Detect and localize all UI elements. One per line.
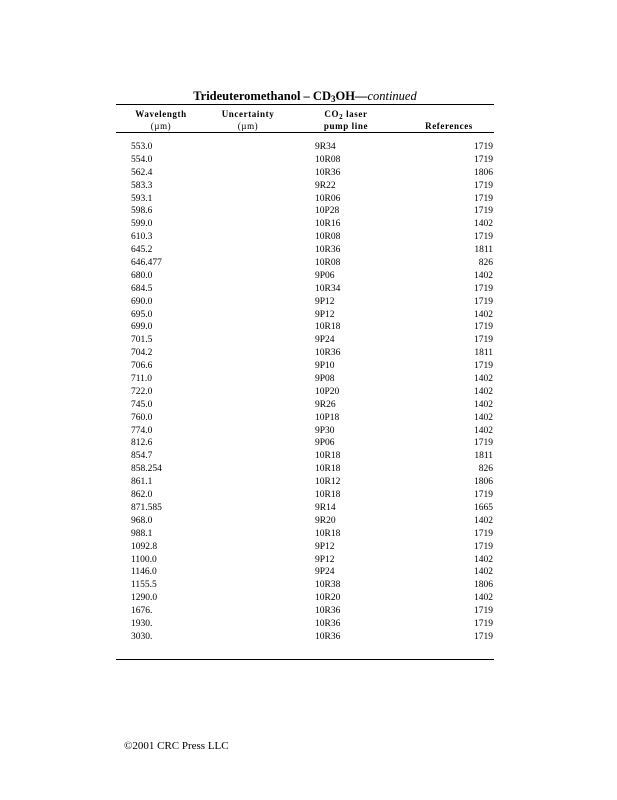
pump-line-cell: 10R36 (315, 348, 341, 359)
header-rule (116, 132, 494, 133)
wavelength-cell: 562.4 (131, 167, 153, 178)
header-wavelength: Wavelength (µm) (135, 109, 187, 131)
pump-line-cell: 10R36 (315, 618, 341, 629)
wavelength-cell: 711.0 (131, 374, 153, 385)
reference-cell: 1719 (474, 490, 493, 501)
pump-line-cell: 10R36 (315, 167, 341, 178)
reference-cell: 1806 (474, 477, 493, 488)
wavelength-cell: 1092.8 (131, 541, 158, 552)
table-row (0, 360, 617, 373)
reference-cell: 1719 (474, 335, 493, 346)
table-row (0, 489, 617, 502)
wavelength-cell: 1155.5 (131, 580, 157, 591)
reference-cell: 1402 (474, 567, 493, 578)
wavelength-cell: 760.0 (131, 412, 153, 423)
reference-cell: 1719 (474, 154, 493, 165)
table-row (0, 618, 617, 631)
pump-line-cell: 10R18 (315, 451, 341, 462)
reference-cell: 1402 (474, 309, 493, 320)
pump-line-cell: 9P12 (315, 296, 335, 307)
reference-cell: 1402 (474, 219, 493, 230)
wavelength-cell: 1146.0 (131, 567, 157, 578)
wavelength-cell: 1100.0 (131, 554, 157, 565)
pump-line-cell: 10R18 (315, 322, 341, 333)
table-row (0, 399, 617, 412)
pump-line-cell: 10P20 (315, 386, 340, 397)
wavelength-cell: 1930. (131, 618, 153, 629)
wavelength-cell: 871.585 (131, 502, 162, 513)
table-row (0, 296, 617, 309)
reference-cell: 1719 (474, 541, 493, 552)
reference-cell: 1719 (474, 296, 493, 307)
wavelength-cell: 684.5 (131, 283, 153, 294)
reference-cell: 1811 (474, 245, 493, 256)
pump-line-cell: 9P24 (315, 335, 335, 346)
wavelength-cell: 1290.0 (131, 593, 158, 604)
pump-line-cell: 10R36 (315, 245, 341, 256)
table-row (0, 425, 617, 438)
reference-cell: 1402 (474, 515, 493, 526)
pump-line-cell: 9P06 (315, 438, 335, 449)
pump-line-cell: 9P12 (315, 309, 335, 320)
top-rule (116, 104, 494, 105)
reference-cell: 1719 (474, 361, 493, 372)
reference-cell: 1806 (474, 580, 493, 591)
wavelength-cell: 3030. (131, 631, 153, 642)
pump-line-cell: 10R06 (315, 193, 341, 204)
wavelength-cell: 598.6 (131, 206, 153, 217)
table-row (0, 193, 617, 206)
wavelength-cell: 812.6 (131, 438, 153, 449)
table-row (0, 476, 617, 489)
pump-line-cell: 9P12 (315, 554, 335, 565)
reference-cell: 1402 (474, 412, 493, 423)
reference-cell: 1719 (474, 438, 493, 449)
table-row (0, 412, 617, 425)
pump-line-cell: 9P10 (315, 361, 335, 372)
table-row (0, 167, 617, 180)
table-row (0, 631, 617, 644)
reference-cell: 1402 (474, 554, 493, 565)
wavelength-cell: 695.0 (131, 309, 153, 320)
reference-cell: 1402 (474, 374, 493, 385)
table-title: Trideuteromethanol – $CD_3OH—continued$ (193, 89, 417, 104)
table-row (0, 205, 617, 218)
table-row (0, 283, 617, 296)
table-row (0, 579, 617, 592)
pump-line-cell: 9P30 (315, 425, 335, 436)
reference-cell: 1719 (474, 206, 493, 217)
pump-line-cell: 9R20 (315, 515, 336, 526)
table-row (0, 450, 617, 463)
pump-line-cell: 10P28 (315, 206, 340, 217)
reference-cell: 826 (478, 464, 493, 475)
table-row (0, 437, 617, 450)
table-row (0, 257, 617, 270)
table-row (0, 334, 617, 347)
reference-cell: 1811 (474, 451, 493, 462)
pump-line-cell: 10R18 (315, 464, 341, 475)
wavelength-cell: 646.477 (131, 258, 162, 269)
reference-cell: 1402 (474, 425, 493, 436)
reference-cell: 1402 (474, 399, 493, 410)
reference-cell: 1811 (474, 348, 493, 359)
table-row (0, 218, 617, 231)
reference-cell: 1719 (474, 232, 493, 243)
reference-cell: 1402 (474, 270, 493, 281)
table-row (0, 515, 617, 528)
wavelength-cell: 645.2 (131, 245, 153, 256)
table-row (0, 141, 617, 154)
reference-cell: 1719 (474, 606, 493, 617)
wavelength-cell: 988.1 (131, 528, 153, 539)
pump-line-cell: 10R18 (315, 490, 341, 501)
pump-line-cell: 10R12 (315, 477, 341, 488)
table-row (0, 321, 617, 334)
wavelength-cell: 1676. (131, 606, 153, 617)
pump-line-cell: 9R22 (315, 180, 336, 191)
reference-cell: 1719 (474, 631, 493, 642)
pump-line-cell: 10R36 (315, 631, 341, 642)
reference-cell: 1402 (474, 593, 493, 604)
table-row (0, 386, 617, 399)
wavelength-cell: 583.3 (131, 180, 153, 191)
wavelength-cell: 745.0 (131, 399, 153, 410)
pump-line-cell: 10R36 (315, 606, 341, 617)
reference-cell: 1719 (474, 180, 493, 191)
wavelength-cell: 553.0 (131, 142, 153, 152)
wavelength-cell: 706.6 (131, 361, 153, 372)
table-row (0, 605, 617, 618)
table-row (0, 154, 617, 167)
pump-line-cell: 10R38 (315, 580, 341, 591)
reference-cell: 1719 (474, 142, 493, 152)
wavelength-cell: 854.7 (131, 451, 153, 462)
reference-cell: 1719 (474, 618, 493, 629)
table-row (0, 309, 617, 322)
wavelength-cell: 701.5 (131, 335, 153, 346)
pump-line-cell: 9R14 (315, 502, 336, 513)
reference-cell: 826 (478, 258, 493, 269)
table-row (0, 347, 617, 360)
pump-line-cell: 9R34 (315, 142, 336, 152)
header-uncertainty: Uncertainty (µm) (221, 109, 275, 131)
continued-label: continued (367, 89, 417, 103)
wavelength-cell: 599.0 (131, 219, 153, 230)
table-row (0, 541, 617, 554)
reference-cell: 1402 (474, 386, 493, 397)
reference-cell: 1719 (474, 283, 493, 294)
wavelength-cell: 774.0 (131, 425, 153, 436)
table-row (0, 463, 617, 476)
wavelength-cell: 861.1 (131, 477, 153, 488)
wavelength-cell: 858.254 (131, 464, 162, 475)
pump-line-cell: 10R08 (315, 258, 341, 269)
pump-line-cell: 10R16 (315, 219, 341, 230)
pump-line-cell: 10R20 (315, 593, 341, 604)
table-row (0, 592, 617, 605)
wavelength-cell: 968.0 (131, 515, 153, 526)
reference-cell: 1719 (474, 193, 493, 204)
table-row (0, 180, 617, 193)
pump-line-cell: 9R26 (315, 399, 336, 410)
table-row (0, 231, 617, 244)
wavelength-cell: 862.0 (131, 490, 153, 501)
wavelength-cell: 704.2 (131, 348, 153, 359)
copyright-footer: ©2001 CRC Press LLC (124, 740, 229, 752)
pump-line-cell: 10R08 (315, 154, 341, 165)
wavelength-cell: 593.1 (131, 193, 153, 204)
wavelength-cell: 722.0 (131, 386, 153, 397)
pump-line-cell: 10P18 (315, 412, 340, 423)
pump-line-cell: 9P08 (315, 374, 335, 385)
table-row (0, 270, 617, 283)
pump-line-cell: 9P06 (315, 270, 335, 281)
table-row (0, 566, 617, 579)
wavelength-cell: 680.0 (131, 270, 153, 281)
wavelength-cell: 610.3 (131, 232, 153, 243)
table-row (0, 373, 617, 386)
header-references: References (425, 121, 473, 131)
reference-cell: 1719 (474, 322, 493, 333)
reference-cell: 1665 (474, 502, 493, 513)
table-row (0, 502, 617, 515)
table-row (0, 244, 617, 257)
table-body (0, 141, 617, 644)
pump-line-cell: 9P12 (315, 541, 335, 552)
wavelength-cell: 554.0 (131, 154, 153, 165)
pump-line-cell: 10R08 (315, 232, 341, 243)
reference-cell: 1719 (474, 528, 493, 539)
pump-line-cell: 10R34 (315, 283, 341, 294)
header-co2-laser-pump-line: $CO_2$ laser pump line (323, 109, 369, 131)
bottom-rule (116, 659, 494, 660)
table-row (0, 528, 617, 541)
wavelength-cell: 690.0 (131, 296, 153, 307)
pump-line-cell: 9P24 (315, 567, 335, 578)
pump-line-cell: 10R18 (315, 528, 341, 539)
reference-cell: 1806 (474, 167, 493, 178)
table-row (0, 554, 617, 567)
wavelength-cell: 699.0 (131, 322, 153, 333)
